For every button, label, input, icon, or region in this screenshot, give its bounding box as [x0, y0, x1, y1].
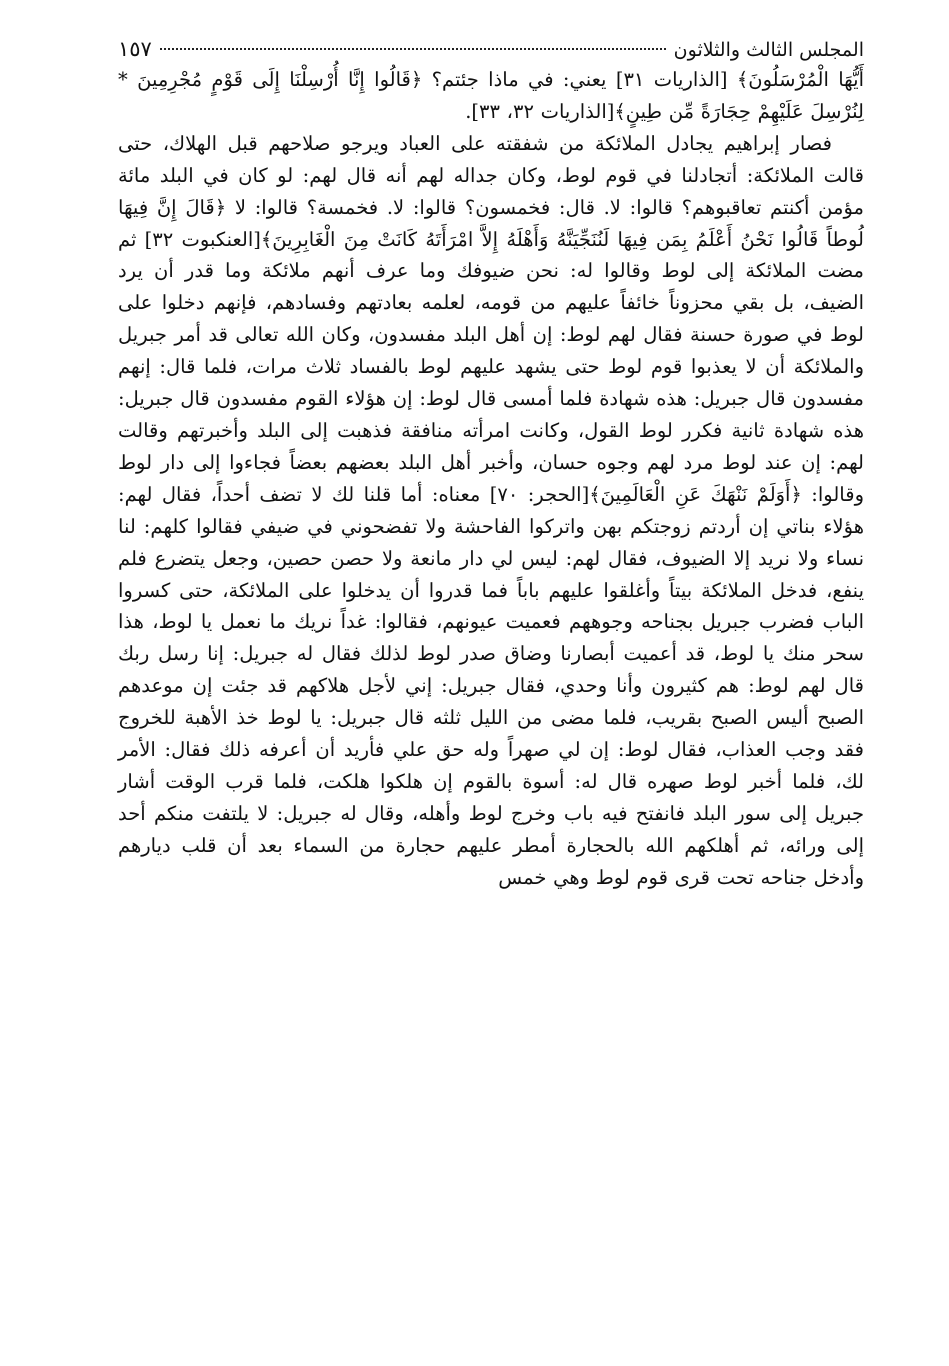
page-number: ١٥٧ [118, 37, 152, 61]
body-text [118, 64, 864, 894]
book-page [118, 34, 864, 894]
dotted-leader [160, 48, 666, 50]
running-header [118, 34, 864, 64]
paragraph-main: فصار إبراهيم يجادل الملائكة من شفقته على العباد ويرجو صلاحهم قبل الهلاك، حتى قالت الملائكة: أتجادلنا في قوم لوط، وكان جداله لهم أنه قال لهم: لو كان في البلد مائة مؤمن أكنتم تعاقبوهم؟ قالوا: لا. قال: فخمسون؟ قالوا: لا. فخمسة؟ قالوا: لا ﴿قَالَ إِنَّ فِيهَا لُوطاً قَالُوا نَحْنُ أَعْلَمُ بِمَن فِيهَا لَنُنَجِّيَنَّهُ وَأَهْلَهُ إِلاَّ امْرَأَتَهُ كَانَتْ مِنَ الْغَابِرِينَ﴾[العنكبوت ٣٢] ثم مضت الملائكة إلى لوط وقالوا له: نحن ضيوفك وما عرف أنهم ملائكة وما قدر أن يرد الضيف، بل بقي محزوناً خائفاً عليهم من قومه، لعلمه بعادتهم وفسادهم، فإنهم دخلوا على لوط في صورة حسنة فقال لهم لوط: إن أهل البلد مفسدون، وكان الله تعالى قد أمر جبريل والملائكة أن لا يعذبوا قوم لوط حتى يشهد عليهم لوط بالفساد ثلاث مرات، فلما قال: إنهم مفسدون قال جبريل: هذه شهادة فلما أمسى قال لوط: إن هؤلاء القوم مفسدون قال جبريل: هذه شهادة ثانية فكرر لوط القول، وكانت امرأته منافقة فذهبت إلى البلد وأخبرتهم وقالت لهم: إن عند لوط مرد لهم وجوه حسان، وأخبر أهل البلد بعضهم بعضاً فجاءوا إلى دار لوط وقالوا: ﴿أَوَلَمْ نَنْهَكَ عَنِ الْعَالَمِينَ﴾[الحجر: ٧٠] معناه: أما قلنا لك لا تضف أحداً، فقال لهم: هؤلاء بناتي إن أردتم زوجتكم بهن واتركوا الفاحشة ولا تفضحوني في ضيفي فقالوا كلهم: لنا نساء ولا نريد إلا الضيوف، فقال لهم: ليس لي دار مانعة ولا حصن حصين، وجعل يتضرع فلم ينفع، فدخل الملائكة بيتاً وأغلقوا عليهم باباً فما قدروا أن يدخلوا على الملائكة، حتى كسروا الباب فضرب جبريل بجناحه وجوههم فعميت عيونهم، فقالوا: غداً نريك ما نعمل يا لوط، هذا سحر منك يا لوط، قد أعميت أبصارنا وضاق صدر لوط لذلك فقال له جبريل: إنا رسل ربك قال لهم لوط: هم كثيرون وأنا وحدي، فقال جبريل: إني لأجل هلاكهم قد جئت إن موعدهم الصبح أليس الصبح بقريب، فلما مضى من الليل ثلثه قال جبريل: يا لوط خذ الأهبة للخروج فقد وجب العذاب، فقال لوط: إن لي صهراً وله حق علي فأريد أن أعرفه ذلك فقال: الأمر لك، فلما أخبر لوط صهره قال له: أسوة بالقوم إن هلكوا هلكت، فلما قرب الوقت أشار جبريل إلى سور البلد فانفتح فيه باب وخرج لوط وأهله، وقال له جبريل: لا يلتفت منكم أحد إلى ورائه، ثم أهلكهم الله بالحجارة أمطر عليهم حجارة من السماء بعد أن قلب ديارهم وأدخل جناحه تحت قرى قوم لوط وهي خمس [118, 131, 865, 889]
chapter-title: المجلس الثالث والثلاثون [673, 39, 864, 61]
paragraph-continued: أَيُّهَا الْمُرْسَلُونَ﴾ [الذاريات ٣١] يعني: في ماذا جئتم؟ ﴿قَالُوا إِنَّا أُرْسِلْنَا إِلَى قَوْمٍ مُجْرِمِينَ * لِنُرْسِلَ عَلَيْهِمْ حِجَارَةً مِّن طِينٍ﴾[الذاريات ٣٢، ٣٣]. [118, 68, 864, 123]
